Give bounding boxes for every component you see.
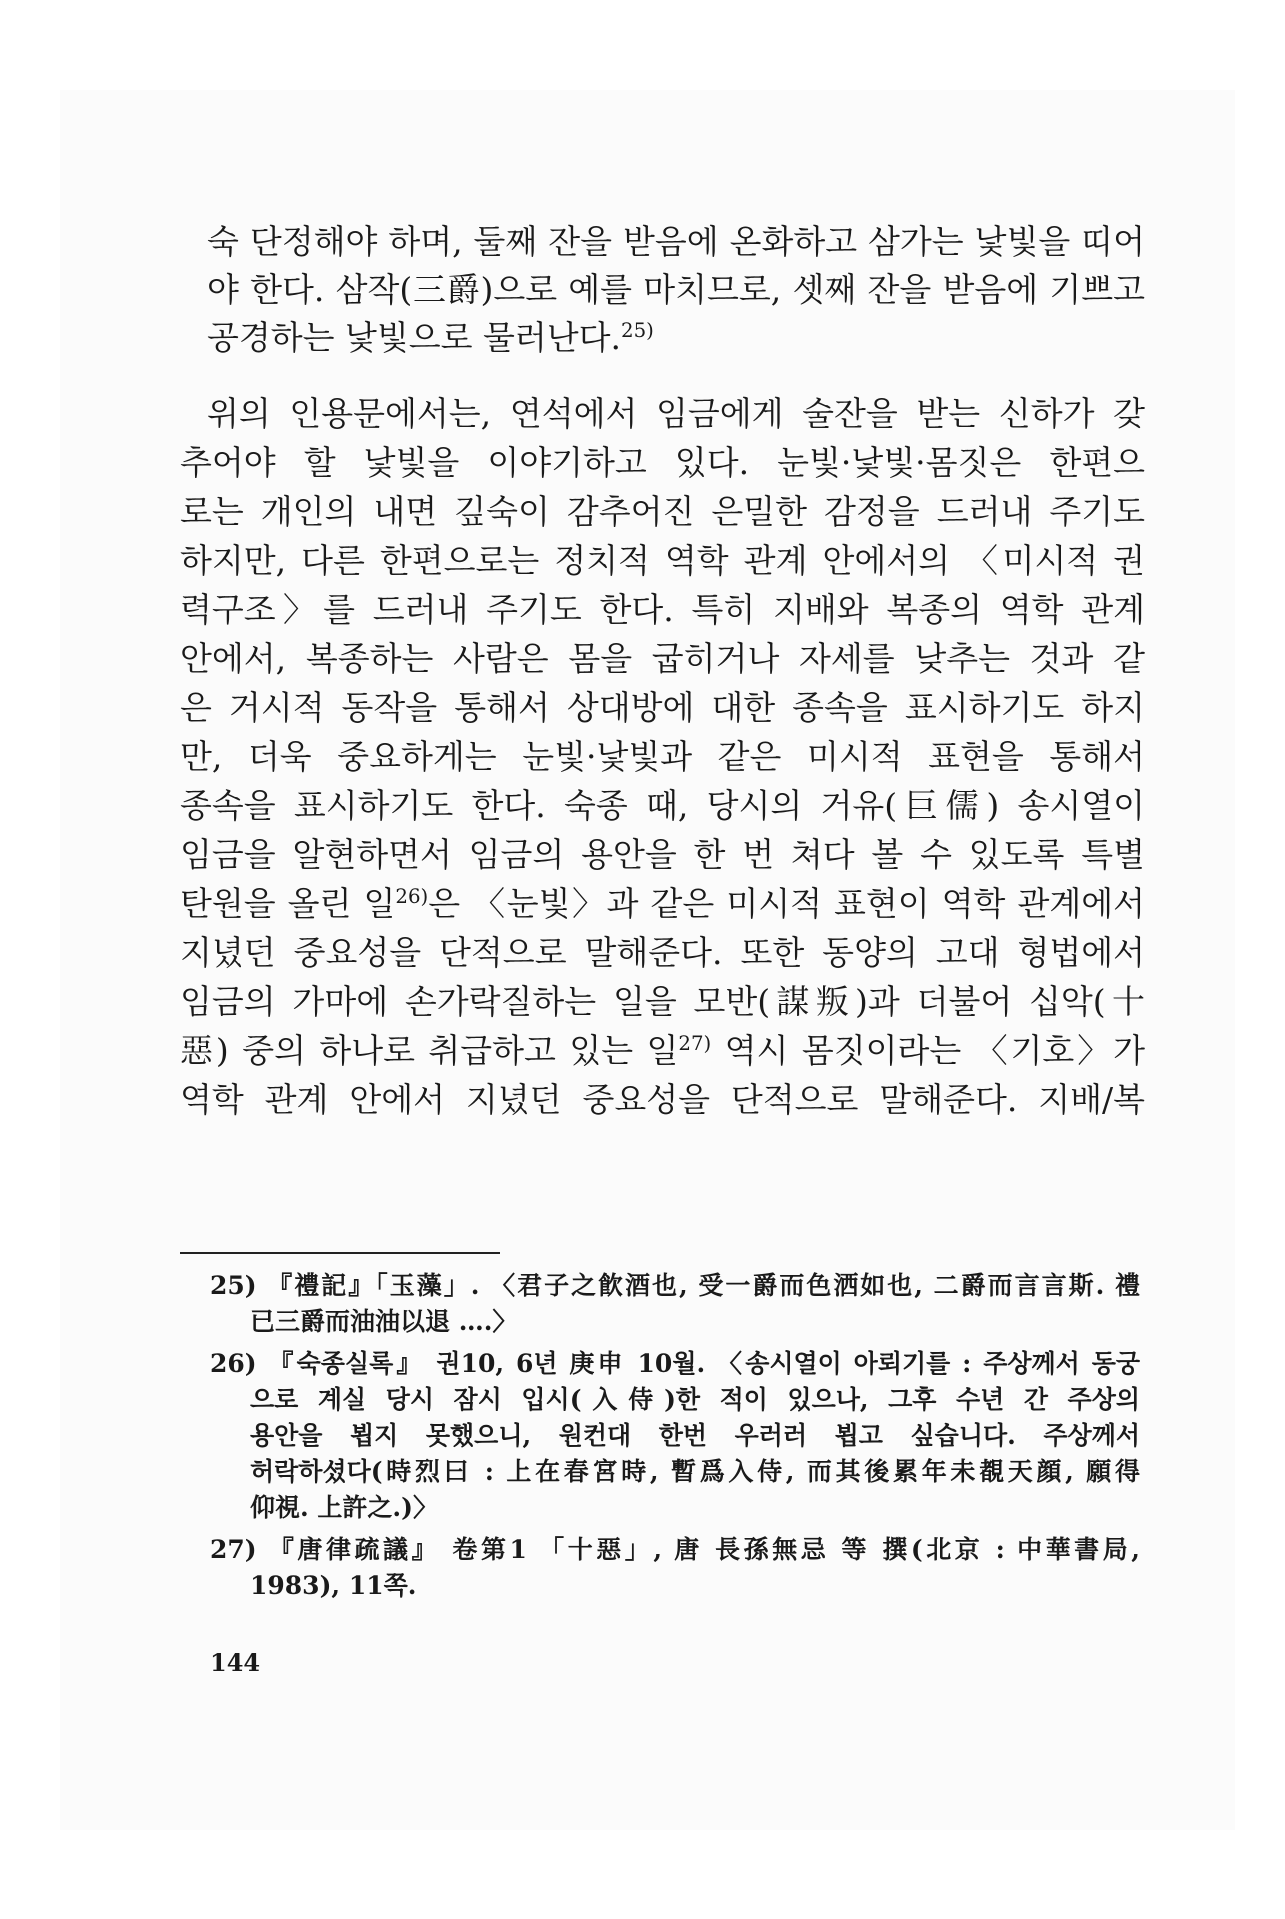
body-line: 역학 관계 안에서 지녔던 중요성을 단적으로 말해준다. 지배/복 xyxy=(180,1080,1145,1119)
body-line: 종속을 표시하기도 한다. 숙종 때, 당시의 거유(巨儒) 송시열이 xyxy=(180,786,1145,825)
body-line: 만, 더욱 중요하게는 눈빛·낯빛과 같은 미시적 표현을 통해서 xyxy=(180,737,1145,776)
footnote-ref-27: 27) xyxy=(678,1032,712,1055)
footnote-ref-26: 26) xyxy=(395,885,429,908)
footnote-26: 26) 『숙종실록』 권10, 6년 庚申 10월. 〈송시열이 아뢰기를 : 주상께서 동궁 xyxy=(210,1349,1140,1378)
body-line: 지녔던 중요성을 단적으로 말해준다. 또한 동양의 고대 형법에서 xyxy=(180,933,1145,972)
footnote-25-cont: 已三爵而油油以退 ….〉 xyxy=(250,1307,518,1336)
quote-line: 숙 단정해야 하며, 둘째 잔을 받음에 온화하고 삼가는 낯빛을 띠어 xyxy=(207,222,1145,261)
body-line: 위의 인용문에서는, 연석에서 임금에게 술잔을 받는 신하가 갖 xyxy=(207,394,1145,433)
page-number: 144 xyxy=(210,1648,261,1677)
footnote-26-cont: 으로 계실 당시 잠시 입시(入侍)한 적이 있으나, 그후 수년 간 주상의 xyxy=(250,1385,1140,1414)
footnote-divider xyxy=(180,1252,500,1254)
body-line: 로는 개인의 내면 깊숙이 감추어진 은밀한 감정을 드러내 주기도 xyxy=(180,492,1145,531)
footnote-25: 25) 『禮記』「玉藻」. 〈君子之飮酒也, 受一爵而色洒如也, 二爵而言言斯. 禮 xyxy=(210,1271,1140,1300)
footnote-27: 27) 『唐律疏議』 卷第1 「十惡」, 唐 長孫無忌 等 撰(北京 : 中華書局, xyxy=(210,1535,1140,1564)
quote-line xyxy=(207,316,1145,360)
quote-line: 야 한다. 삼작(三爵)으로 예를 마치므로, 셋째 잔을 받음에 기쁘고 xyxy=(207,270,1145,309)
footnote-26-cont: 仰視. 上許之.)〉 xyxy=(250,1493,438,1522)
body-text: 惡) 중의 하나로 취급하고 있는 일 xyxy=(180,1031,679,1070)
footnote-ref-25: 25) xyxy=(621,319,654,342)
body-line: 임금의 가마에 손가락질하는 일을 모반(謀叛)과 더불어 십악(十 xyxy=(180,982,1145,1021)
footnote-27-cont: 1983), 11쪽. xyxy=(250,1571,417,1600)
body-text: 탄원을 올린 일 xyxy=(180,884,396,923)
body-text: 역시 몸짓이라는 〈기호〉가 xyxy=(711,1031,1145,1070)
body-line xyxy=(180,882,1145,926)
body-line: 안에서, 복종하는 사람은 몸을 굽히거나 자세를 낮추는 것과 같 xyxy=(180,639,1145,678)
footnote-26-cont: 용안을 뵙지 못했으니, 원컨대 한번 우러러 뵙고 싶습니다. 주상께서 xyxy=(250,1421,1140,1450)
body-line: 임금을 알현하면서 임금의 용안을 한 번 쳐다 볼 수 있도록 특별 xyxy=(180,835,1145,874)
footnote-26-cont: 허락하셨다(時烈曰 : 上在春宮時, 暫爲入侍, 而其後累年未覩天顔, 願得 xyxy=(250,1457,1140,1486)
quote-line-text: 공경하는 낯빛으로 물러난다. xyxy=(207,318,622,357)
body-line xyxy=(180,1029,1145,1073)
body-line: 추어야 할 낯빛을 이야기하고 있다. 눈빛·낯빛·몸짓은 한편으 xyxy=(180,443,1145,482)
body-text: 은 〈눈빛〉과 같은 미시적 표현이 역학 관계에서 xyxy=(428,884,1145,923)
body-line: 력구조〉를 드러내 주기도 한다. 특히 지배와 복종의 역학 관계 xyxy=(180,590,1145,629)
body-line: 은 거시적 동작을 통해서 상대방에 대한 종속을 표시하기도 하지 xyxy=(180,688,1145,727)
body-line: 하지만, 다른 한편으로는 정치적 역학 관계 안에서의 〈미시적 권 xyxy=(180,541,1145,580)
